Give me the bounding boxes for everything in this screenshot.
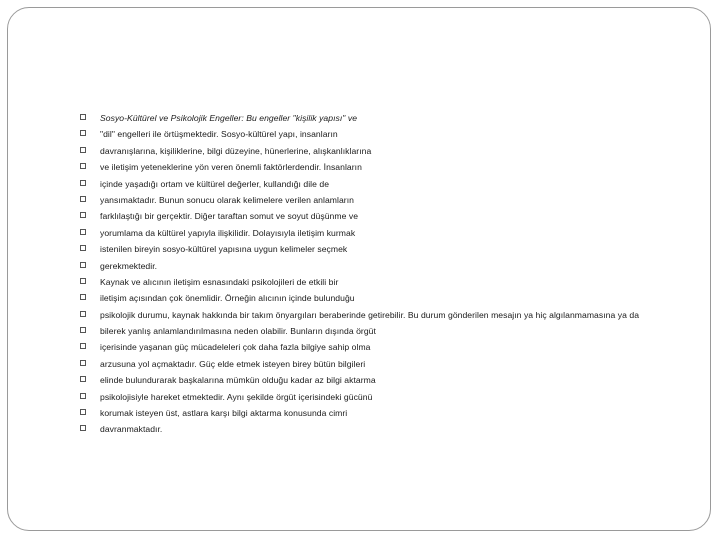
square-bullet-icon — [80, 196, 86, 202]
list-item — [80, 195, 640, 205]
list-item — [80, 342, 640, 352]
list-item-text: gerekmektedir. — [100, 260, 158, 271]
list-item — [80, 244, 640, 254]
list-item — [80, 326, 640, 336]
list-item-text: bilerek yanlış anlamlandırılmasına neden olabilir. Bunların dışında örgüt — [100, 326, 376, 337]
square-bullet-icon — [80, 130, 86, 136]
square-bullet-icon — [80, 376, 86, 382]
list-item-text: arzusuna yol açmaktadır. Güç elde etmek isteyen birey bütün bilgileri — [100, 358, 366, 369]
square-bullet-icon — [80, 163, 86, 169]
list-item — [80, 129, 640, 139]
list-item-text: yansımaktadır. Bunun sonucu olarak kelimelere verilen anlamların — [100, 194, 354, 205]
square-bullet-icon — [80, 393, 86, 399]
list-item — [80, 293, 640, 303]
list-item-text: istenilen bireyin sosyo-kültürel yapısına uygun kelimeler seçmek — [100, 244, 348, 255]
list-item — [80, 113, 640, 123]
square-bullet-icon — [80, 343, 86, 349]
list-item-text: içinde yaşadığı ortam ve kültürel değerler, kullandığı dile de — [100, 178, 330, 189]
list-item — [80, 408, 640, 418]
square-bullet-icon — [80, 311, 86, 317]
list-item — [80, 375, 640, 385]
list-item-text: Sosyo-Kültürel ve Psikolojik Engeller: Bu engeller "kişilik yapısı" ve — [100, 113, 358, 123]
list-item-text: farklılaştığı bir gerçektir. Diğer taraftan somut ve soyut düşünme ve — [100, 211, 359, 222]
list-item — [80, 146, 640, 156]
square-bullet-icon — [80, 425, 86, 431]
list-item — [80, 211, 640, 221]
list-item-text: ve iletişim yeteneklerine yön veren önemli faktörlerdendir. İnsanların — [100, 162, 362, 173]
square-bullet-icon — [80, 294, 86, 300]
square-bullet-icon — [80, 147, 86, 153]
square-bullet-icon — [80, 278, 86, 284]
list-item-text: davranışlarına, kişiliklerine, bilgi düzeyine, hünerlerine, alışkanlıklarına — [100, 145, 372, 156]
list-item-text: iletişim açısından çok önemlidir. Örneğin alıcının içinde bulunduğu — [100, 293, 355, 304]
list-item — [80, 310, 640, 320]
list-item — [80, 359, 640, 369]
square-bullet-icon — [80, 212, 86, 218]
square-bullet-icon — [80, 262, 86, 268]
list-item-text: yorumlama da kültürel yapıyla ilişkilidir. Dolayısıyla iletişim kurmak — [100, 227, 356, 238]
square-bullet-icon — [80, 327, 86, 333]
square-bullet-icon — [80, 409, 86, 415]
list-item — [80, 424, 640, 434]
square-bullet-icon — [80, 229, 86, 235]
list-item — [80, 228, 640, 238]
square-bullet-icon — [80, 180, 86, 186]
list-item — [80, 261, 640, 271]
square-bullet-icon — [80, 114, 86, 120]
list-item-text: psikolojisiyle hareket etmektedir. Aynı şekilde örgüt içerisindeki gücünü — [100, 391, 373, 402]
list-item-text: korumak isteyen üst, astlara karşı bilgi aktarma konusunda cimri — [100, 408, 348, 419]
list-item-text: elinde bulundurarak başkalarına mümkün olduğu kadar az bilgi aktarma — [100, 375, 376, 386]
list-item — [80, 179, 640, 189]
list-item-text: içerisinde yaşanan güç mücadeleleri çok daha fazla bilgiye sahip olma — [100, 342, 371, 353]
list-item — [80, 162, 640, 172]
square-bullet-icon — [80, 245, 86, 251]
list-item-text: davranmaktadır. — [100, 424, 163, 435]
bullet-list — [80, 113, 640, 441]
list-item-text: Kaynak ve alıcının iletişim esnasındaki psikolojileri de etkili bir — [100, 276, 339, 287]
list-item-text: psikolojik durumu, kaynak hakkında bir takım önyargıları beraberinde getirebilir. Bu durum gönderilen mesajın ya hiç algılanmamasına ya da — [100, 309, 640, 320]
list-item — [80, 277, 640, 287]
list-item — [80, 392, 640, 402]
square-bullet-icon — [80, 360, 86, 366]
list-item-text: "dil" engelleri ile örtüşmektedir. Sosyo-kültürel yapı, insanların — [100, 129, 338, 140]
